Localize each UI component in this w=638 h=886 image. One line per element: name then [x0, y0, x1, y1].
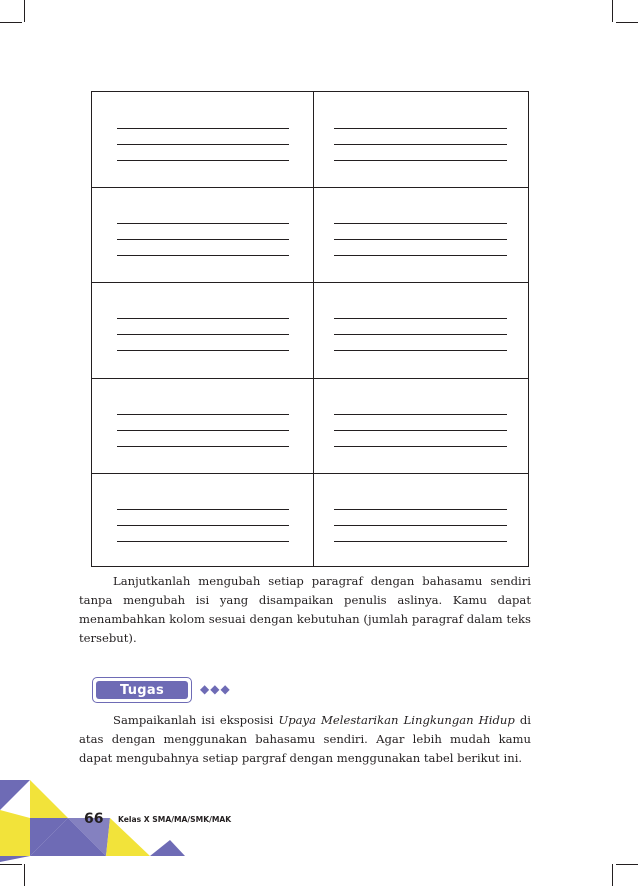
blank-writing-line: [334, 223, 507, 224]
page-number: 66: [84, 811, 104, 827]
table-row-divider: [92, 187, 528, 188]
crop-mark-top-right-v: [612, 0, 613, 22]
blank-writing-line: [334, 255, 507, 256]
blank-writing-line: [117, 541, 289, 542]
crop-mark-top-left-h: [0, 22, 22, 23]
footer-triangle-yellow: [0, 810, 30, 856]
paraphrase-table: [91, 91, 529, 567]
blank-writing-line: [117, 144, 289, 145]
crop-mark-bottom-right-h: [616, 864, 638, 865]
blank-writing-line: [334, 144, 507, 145]
blank-writing-line: [117, 160, 289, 161]
instruction-paragraph: [79, 572, 531, 648]
blank-writing-line: [117, 509, 289, 510]
blank-writing-line: [334, 509, 507, 510]
table-row-divider: [92, 282, 528, 283]
blank-writing-line: [334, 541, 507, 542]
blank-writing-line: [117, 128, 289, 129]
crop-mark-top-left-v: [24, 0, 25, 22]
crop-mark-top-right-h: [616, 22, 638, 23]
blank-writing-line: [117, 446, 289, 447]
crop-mark-bottom-left-v: [24, 864, 25, 886]
blank-writing-line: [117, 255, 289, 256]
tugas-label: Tugas: [119, 682, 164, 698]
blank-writing-line: [334, 446, 507, 447]
blank-writing-line: [334, 160, 507, 161]
blank-writing-line: [117, 430, 289, 431]
tugas-badge: [92, 677, 192, 703]
crop-mark-bottom-left-h: [0, 864, 22, 865]
footer-triangle-purple: [0, 856, 30, 862]
footer-triangle-purple: [150, 840, 185, 856]
blank-writing-line: [334, 350, 507, 351]
instruction-text: Lanjutkanlah mengubah setiap paragraf dengan bahasamu sendiri tanpa mengubah isi yang disampaikan penulis aslinya. Kamu dapat menambahkan kolom sesuai dengan kebutuhan (jumlah paragraf dalam teks tersebut).: [79, 574, 531, 645]
blank-writing-line: [117, 318, 289, 319]
blank-writing-line: [117, 334, 289, 335]
tugas-paragraph: [79, 711, 531, 768]
table-column-divider: [313, 92, 314, 566]
tugas-text-after: di atas dengan menggunakan bahasamu sendiri. Agar lebih mudah kamu dapat mengubahnya setiap pargraf dengan menggunakan tabel berikut ini.: [79, 713, 531, 765]
blank-writing-line: [334, 318, 507, 319]
blank-writing-line: [117, 223, 289, 224]
book-title: Kelas X SMA/MA/SMK/MAK: [118, 815, 232, 824]
blank-writing-line: [334, 334, 507, 335]
blank-writing-line: [334, 128, 507, 129]
crop-mark-bottom-right-v: [612, 864, 613, 886]
diamond-icons: ◆◆◆: [200, 682, 231, 696]
footer-triangle-purple: [0, 780, 30, 810]
blank-writing-line: [334, 239, 507, 240]
blank-writing-line: [117, 239, 289, 240]
tugas-text-title: Upaya Melestarikan Lingkungan Hidup: [278, 713, 515, 727]
table-row-divider: [92, 473, 528, 474]
footer-triangle-yellow: [30, 780, 68, 818]
blank-writing-line: [117, 350, 289, 351]
blank-writing-line: [334, 414, 507, 415]
blank-writing-line: [334, 430, 507, 431]
blank-writing-line: [117, 414, 289, 415]
blank-writing-line: [117, 525, 289, 526]
table-row-divider: [92, 378, 528, 379]
tugas-text-before: Sampaikanlah isi eksposisi: [113, 713, 279, 727]
blank-writing-line: [334, 525, 507, 526]
